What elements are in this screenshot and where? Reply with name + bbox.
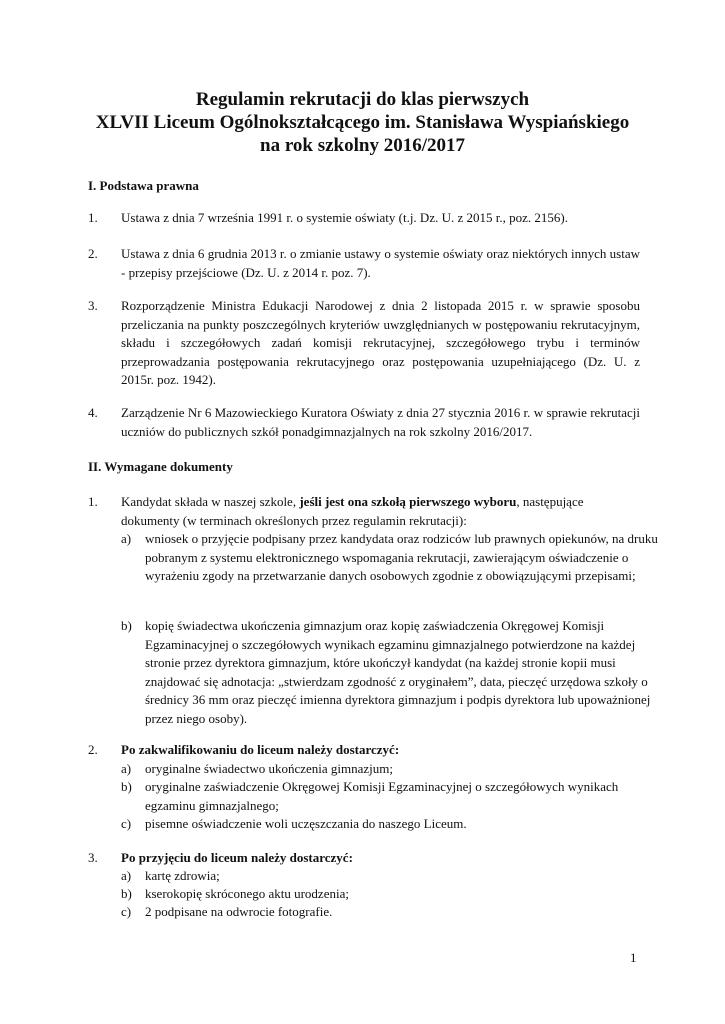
- section-2-item-1-sub-b: [121, 617, 661, 728]
- sub-item-letter: b): [121, 886, 132, 901]
- section-1-item-1: [88, 209, 640, 228]
- section-2-item-3-sub-a: [121, 867, 661, 886]
- item-number: 2.: [88, 742, 98, 757]
- section-2-item-1: [88, 493, 640, 530]
- item-number: 3.: [88, 298, 98, 313]
- item-text: Ustawa z dnia 7 września 1991 r. o systemie oświaty (t.j. Dz. U. z 2015 r., poz. 2156).: [121, 210, 568, 225]
- section-2-item-3-sub-b: [121, 885, 661, 904]
- section-2-item-3-sub-c: [121, 903, 661, 922]
- item-text-end: , następujące dokumenty (w terminach określonych przez regulamin rekrutacji):: [121, 494, 584, 528]
- item-text: Rozporządzenie Ministra Edukacji Narodowej z dnia 2 listopada 2015 r. w sprawie sposobu przeliczania na punkty poszczególnych kryteriów uwzględnianych w postępowaniu rekrutacyjnym, składu i szczegółowych zadań komisji rekrutacyjnej, szczegółowego trybu i terminów przeprowadzania postępowania rekrutacyjnego oraz postępowania uzupełniającego (Dz. U. z 2015r. poz. 1942).: [121, 298, 640, 387]
- section-2-item-2-sub-a: [121, 760, 661, 779]
- sub-item-text: wniosek o przyjęcie podpisany przez kandydata oraz rodziców lub prawnych opiekunów, na druku pobranym z systemu elektronicznego wspomagania rekrutacji, zawierającym oświadczenie o wyrażeniu zgody na przetwarzanie danych osobowych zgodnie z obowiązującymi przepisami;: [145, 531, 658, 583]
- page-number: 1: [630, 950, 637, 965]
- section-1-heading: I. Podstawa prawna: [88, 178, 199, 193]
- sub-item-text: oryginalne zaświadczenie Okręgowej Komisji Egzaminacyjnej o szczegółowych wynikach egzaminu gimnazjalnego;: [145, 779, 619, 813]
- sub-item-letter: c): [121, 816, 132, 831]
- item-text: [121, 493, 640, 530]
- section-2-item-2: [88, 741, 640, 760]
- item-number: 2.: [88, 246, 98, 261]
- document-title: [60, 88, 665, 157]
- section-2-item-2-sub-b: [121, 778, 661, 815]
- item-heading: Po przyjęciu do liceum należy dostarczyć:: [121, 850, 353, 865]
- item-number: 1.: [88, 210, 98, 225]
- item-text: Zarządzenie Nr 6 Mazowieckiego Kuratora Oświaty z dnia 27 stycznia 2016 r. w sprawie rekrutacji uczniów do publicznych szkół ponadgimnazjalnych na rok szkolny 2016/2017.: [121, 405, 640, 439]
- sub-item-letter: a): [121, 531, 132, 546]
- sub-item-letter: a): [121, 761, 132, 776]
- section-2-heading: II. Wymagane dokumenty: [88, 459, 233, 474]
- section-2-item-3: [88, 849, 640, 868]
- title-line-2: XLVII Liceum Ogólnokształcącego im. Stanisława Wyspiańskiego: [95, 112, 630, 133]
- item-text-start: Kandydat składa w naszej szkole,: [121, 494, 300, 509]
- section-1-item-3: [88, 297, 640, 390]
- sub-item-text: kartę zdrowia;: [145, 868, 220, 883]
- item-heading: Po zakwalifikowaniu do liceum należy dostarczyć:: [121, 742, 400, 757]
- sub-item-text: kserokopię skróconego aktu urodzenia;: [145, 886, 349, 901]
- item-number: 1.: [88, 494, 98, 509]
- item-number: 3.: [88, 850, 98, 865]
- section-2-item-2-sub-c: [121, 815, 661, 834]
- item-text-emphasis: jeśli jest ona szkołą pierwszego wyboru: [299, 494, 517, 509]
- sub-item-letter: b): [121, 618, 132, 633]
- section-1-item-4: [88, 404, 640, 441]
- item-text: Ustawa z dnia 6 grudnia 2013 r. o zmianie ustawy o systemie oświaty oraz niektórych innych ustaw - przepisy przejściowe (Dz. U. z 2014 r. poz. 7).: [121, 246, 640, 280]
- sub-item-text: oryginalne świadectwo ukończenia gimnazjum;: [145, 761, 394, 776]
- title-line-3: na rok szkolny 2016/2017: [260, 135, 465, 156]
- sub-item-letter: a): [121, 868, 132, 883]
- sub-item-letter: b): [121, 779, 132, 794]
- sub-item-text: 2 podpisane na odwrocie fotografie.: [145, 904, 333, 919]
- section-1-item-2: [88, 245, 640, 282]
- title-line-1: Regulamin rekrutacji do klas pierwszych: [195, 89, 530, 110]
- item-number: 4.: [88, 405, 98, 420]
- sub-item-text: kopię świadectwa ukończenia gimnazjum oraz kopię zaświadczenia Okręgowej Komisji Egzaminacyjnej o szczegółowych wynikach egzaminu gimnazjalnego potwierdzone na każdej stronie przez dyrektora gimnazjum, które ukończył kandydat (na każdej stronie kopii musi znajdować się adnotacja: „stwierdzam zgodność z oryginałem”, data, pieczęć urzędowa szkoły o średnicy 36 mm oraz pieczęć imienna dyrektora gimnazjum i podpis dyrektora lub upoważnionej przez niego osoby).: [145, 618, 651, 726]
- sub-item-text: pisemne oświadczenie woli uczęszczania do naszego Liceum.: [145, 816, 467, 831]
- sub-item-letter: c): [121, 904, 132, 919]
- section-2-item-1-sub-a: [121, 530, 661, 586]
